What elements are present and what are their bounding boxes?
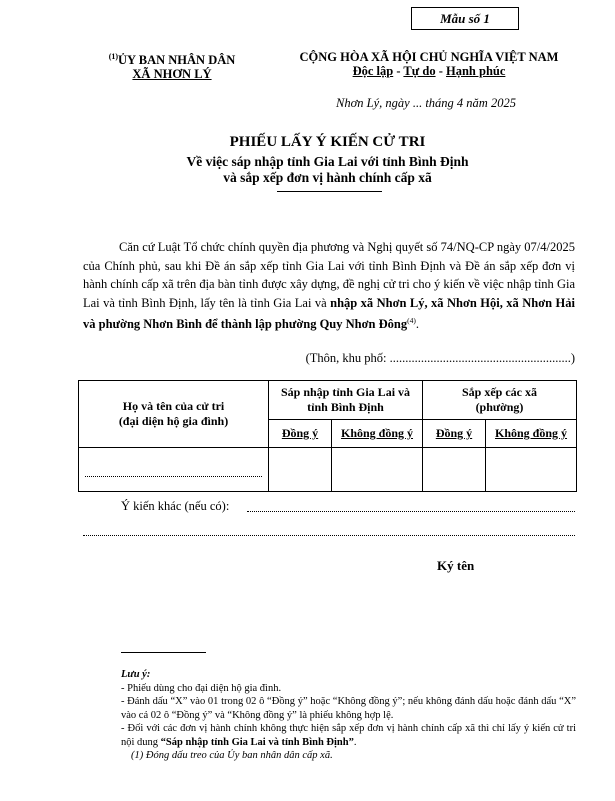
body-paragraph: Căn cứ Luật Tổ chức chính quyền địa phương và Nghị quyết số 74/NQ-CP ngày 07/4/2025 của Chính phủ, sau khi Đề án sắp xếp tỉnh Gia Lai với tỉnh Bình Định và Đề án sắp xếp đơn vị hành chính cấp xã trên địa bàn tỉnh được xây dựng, đề nghị cử tri cho ý kiến về việc nhập tỉnh Gia Lai và tỉnh Bình Định, lấy tên là tỉnh Gia Lai và nhập xã Nhơn Lý, xã Nhơn Hội, xã Nhơn Hải và phường Nhơn Bình để thành lập phường Quy Nhơn Đông$^{(4)}$. bbox=[83, 240, 575, 332]
title-divider bbox=[277, 191, 382, 192]
signature-label: Ký tên bbox=[437, 558, 475, 573]
agree-1-checkbox[interactable] bbox=[269, 448, 332, 492]
authority-line1: ỦY BAN NHÂN DÂN bbox=[118, 53, 236, 68]
form-number: Mẫu số 1 bbox=[440, 11, 490, 26]
footnote-marker: (1) bbox=[108, 52, 119, 61]
other-opinion-field[interactable] bbox=[247, 511, 575, 512]
agree-2-checkbox[interactable] bbox=[423, 448, 486, 492]
note-item: - Đối với các đơn vị hành chính không thực hiện sắp xếp đơn vị hành chính cấp xã thì chỉ lấy ý kiến cử tri nội dung “Sáp nhập tỉnh Gia Lai và tỉnh Bình Định”. bbox=[121, 723, 576, 748]
national-motto: Độc lập - Tự do - Hạnh phúc bbox=[352, 64, 506, 78]
authority-line2: XÃ NHƠN LÝ bbox=[132, 67, 212, 82]
table-row bbox=[79, 448, 577, 492]
vote-table bbox=[78, 380, 577, 492]
notes-divider bbox=[121, 652, 206, 653]
note-item: - Đánh dấu “X” vào 01 trong 02 ô “Đồng ý” hoặc “Không đồng ý”; nếu không đánh dấu hoặc đánh dấu “X” vào cả 02 ô “Đồng ý” và “Không đồng ý” là phiếu không hợp lệ. bbox=[121, 696, 576, 721]
notes-section bbox=[121, 668, 576, 763]
notes-heading: Lưu ý: bbox=[121, 669, 151, 680]
col-group-merge-province: Sáp nhập tỉnh Gia Lai và tỉnh Bình Định bbox=[269, 381, 423, 420]
note-item: - Phiếu dùng cho đại diện hộ gia đình. bbox=[121, 682, 282, 694]
document-title: PHIẾU LẤY Ý KIẾN CỬ TRI bbox=[229, 134, 426, 150]
other-opinion-field-line2[interactable] bbox=[83, 535, 575, 536]
place-date: Nhơn Lý, ngày ... tháng 4 năm 2025 bbox=[336, 96, 516, 110]
issuing-authority bbox=[92, 50, 252, 81]
col-disagree-1: Không đồng ý bbox=[332, 420, 423, 448]
national-header bbox=[284, 50, 574, 78]
col-agree-1: Đồng ý bbox=[269, 420, 332, 448]
voter-name-cell[interactable] bbox=[79, 448, 269, 492]
col-disagree-2: Không đồng ý bbox=[486, 420, 577, 448]
form-number-box bbox=[411, 7, 519, 30]
document-subtitle: Về việc sáp nhập tỉnh Gia Lai với tỉnh Bình Định và sắp xếp đơn vị hành chính cấp xã bbox=[186, 154, 469, 185]
village-field[interactable]: (Thôn, khu phố: ..........................................................) bbox=[305, 351, 575, 365]
footnote-ref: (4) bbox=[407, 316, 416, 325]
national-name: CỘNG HÒA XÃ HỘI CHỦ NGHĨA VIỆT NAM bbox=[299, 50, 559, 64]
disagree-2-checkbox[interactable] bbox=[486, 448, 577, 492]
other-opinion-label: Ý kiến khác (nếu có): bbox=[121, 499, 230, 513]
disagree-1-checkbox[interactable] bbox=[332, 448, 423, 492]
col-agree-2: Đồng ý bbox=[423, 420, 486, 448]
col-group-commune: Sắp xếp các xã (phường) bbox=[423, 381, 577, 420]
footnote-1: (1) Đóng dấu treo của Ủy ban nhân dân cấp xã. bbox=[131, 750, 333, 761]
col-voter-name: Họ và tên của cử tri (đại diện hộ gia đình) bbox=[79, 381, 269, 448]
